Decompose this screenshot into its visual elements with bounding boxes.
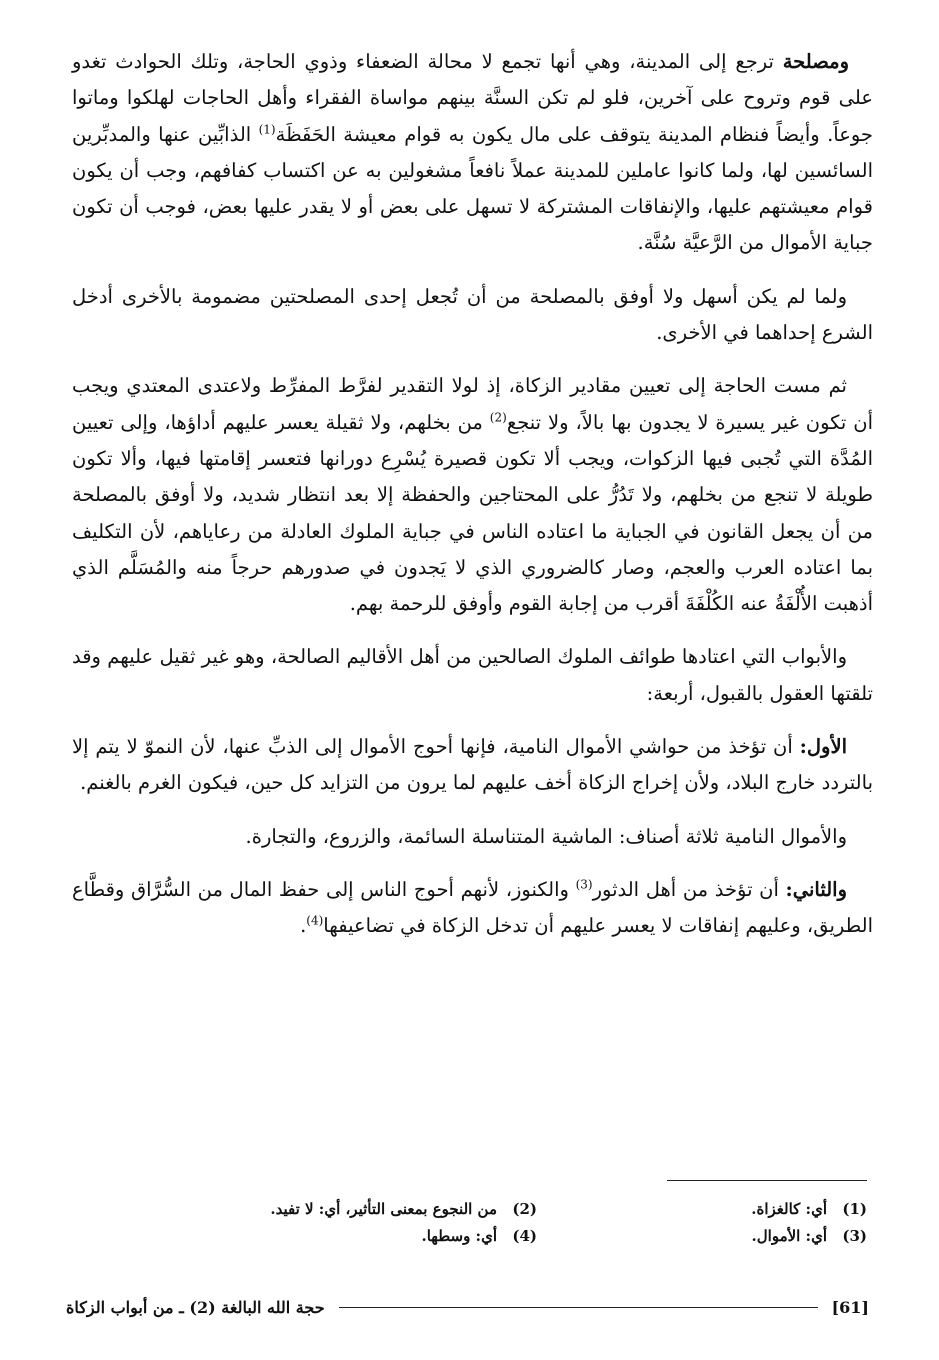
footnote-row — [120, 1223, 867, 1250]
paragraph-text-cont: الذابِّين عنها والمدبِّرين السائسين لها، ولما كانوا عاملين للمدينة عملاً نافعاً مشغولين به عن اكتساب كفافهم، وجب أن يكون قوام معيشتهم عليها، والإنفاقات المشتركة لا تسهل على بعض أو لا يقدر عليها بعض، فوجب أن تكون جباية الأموال من الرَّعيَّة سُنَّة. — [72, 122, 873, 255]
footnote-3 — [537, 1223, 867, 1250]
footnote-1 — [537, 1196, 867, 1223]
paragraph-text: والأبواب التي اعتادها طوائف الملوك الصالحين من أهل الأقاليم الصالحة، وهو غير ثقيل عليهم وقد تلقتها العقول بالقبول، أربعة: — [72, 645, 873, 705]
footnote-ref-2[interactable]: (2) — [489, 410, 507, 425]
footnote-ref-1[interactable]: (1) — [258, 122, 276, 137]
footnote-number: (2) — [512, 1200, 537, 1218]
bold-lead: الأول: — [799, 735, 847, 759]
footnote-number: (1) — [842, 1200, 867, 1218]
paragraph-7 — [72, 872, 873, 945]
footnote-2 — [177, 1196, 537, 1223]
footnote-text: أي: وسطها. — [421, 1227, 497, 1245]
paragraph-text-end: . — [300, 914, 307, 938]
footnote-text: أي: الأموال. — [751, 1227, 827, 1245]
bold-lead: ومصلحة — [782, 50, 849, 73]
paragraph-text: ولما لم يكن أسهل ولا أوفق بالمصلحة من أن تُجعل إحدى المصلحتين مضمومة بالأخرى أدخل الشرع إحداهما في الأخرى. — [72, 284, 873, 345]
page-number: [61] — [831, 1297, 869, 1317]
paragraph-text: أن تؤخذ من أهل الدثور — [592, 877, 786, 901]
paragraph-text: والأموال النامية ثلاثة أصناف: الماشية المتناسلة السائمة، والزروع، والتجارة. — [245, 824, 847, 848]
footnote-4 — [177, 1223, 537, 1250]
paragraph-4 — [72, 639, 873, 712]
paragraph-text: ترجع إلى المدينة، وهي أنها تجمع لا محالة الضعفاء وذوي الحاجة، وتلك الحوادث تغدو على قوم وتروح على آخرين، فلو لم تكن السنَّة بينهم مواساة الفقراء وأهل الحاجات لهلكوا وماتوا جوعاً. وأيضاً فنظام المدينة يتوقف على مال يكون به قوام معيشة الحَفَظَة — [72, 50, 873, 146]
paragraph-2 — [72, 279, 873, 352]
footnote-number: (4) — [512, 1227, 537, 1245]
page-footer — [66, 1293, 869, 1321]
footnote-text: من النجوع بمعنى التأثير، أي: لا تفيد. — [270, 1200, 497, 1218]
footnote-ref-4[interactable]: (4) — [306, 913, 324, 928]
paragraph-text-cont: من بخلهم، ولا ثقيلة يعسر عليهم أداؤها، وإلى تعيين المُدَّة التي تُجبى فيها الزكوات، ويجب ألا تكون قصيرة يُسْرِع دورانها فتعسر إقامتها فيها، وألا تكون طويلة لا تنجع من بخلهم، ولا تَدُرُّ على المحتاجين والحفظة إلا بعد انتظار شديد، ولا أوفق بالمصلحة من أن يجعل القانون في الجباية ما اعتاده الناس في جباية الملوك العادلة من رعاياهم، لأن التكليف بما اعتاده العرب والعجم، وصار كالضروري الذي لا يَجدون في صدورهم حرجاً منه والمُسَلَّم الذي أذهبت الأُلْفَةُ عنه الكُلْفَةَ أقرب من إجابة القوم وأوفق للرحمة بهم. — [72, 410, 873, 616]
paragraph-1 — [72, 44, 873, 262]
paragraph-text-cont: والكنوز، لأنهم أحوج الناس إلى حفظ المال من السُّرَّاق وقطَّاع الطريق، وعليهم إنفاقات لا يعسر عليهم أن تدخل الزكاة في تضاعيفها — [72, 877, 873, 938]
paragraph-5 — [72, 729, 873, 802]
footnote-row — [120, 1196, 867, 1223]
footnote-text: أي: كالغزاة. — [751, 1200, 827, 1218]
footnotes — [120, 1196, 867, 1250]
footnote-ref-3[interactable]: (3) — [575, 877, 593, 892]
body-text — [72, 44, 873, 962]
footer-rule — [339, 1307, 818, 1308]
paragraph-text: ثم مست الحاجة إلى تعيين مقادير الزكاة، إذ لولا التقدير لفرَّط المفرِّط ولاعتدى المعتدي ويجب أن تكون غير يسيرة لا يجدون بها بالاً، ولا تنجع — [72, 374, 874, 434]
paragraph-3 — [72, 368, 873, 622]
footnote-number: (3) — [842, 1227, 867, 1245]
bold-lead: والثاني: — [785, 877, 847, 901]
footnote-divider — [667, 1180, 867, 1181]
book-title: حجة الله البالغة (2) ـ من أبواب الزكاة — [66, 1297, 325, 1317]
paragraph-text: أن تؤخذ من حواشي الأموال النامية، فإنها أحوج الأموال إلى الذبِّ عنها، لأن النموّ لا يتم إلا بالتردد خارج البلاد، ولأن إخراج الزكاة أخف عليهم لما يرون من التزايد كل حين، فيكون الغرم بالغنم. — [72, 735, 873, 795]
paragraph-6 — [72, 819, 873, 855]
